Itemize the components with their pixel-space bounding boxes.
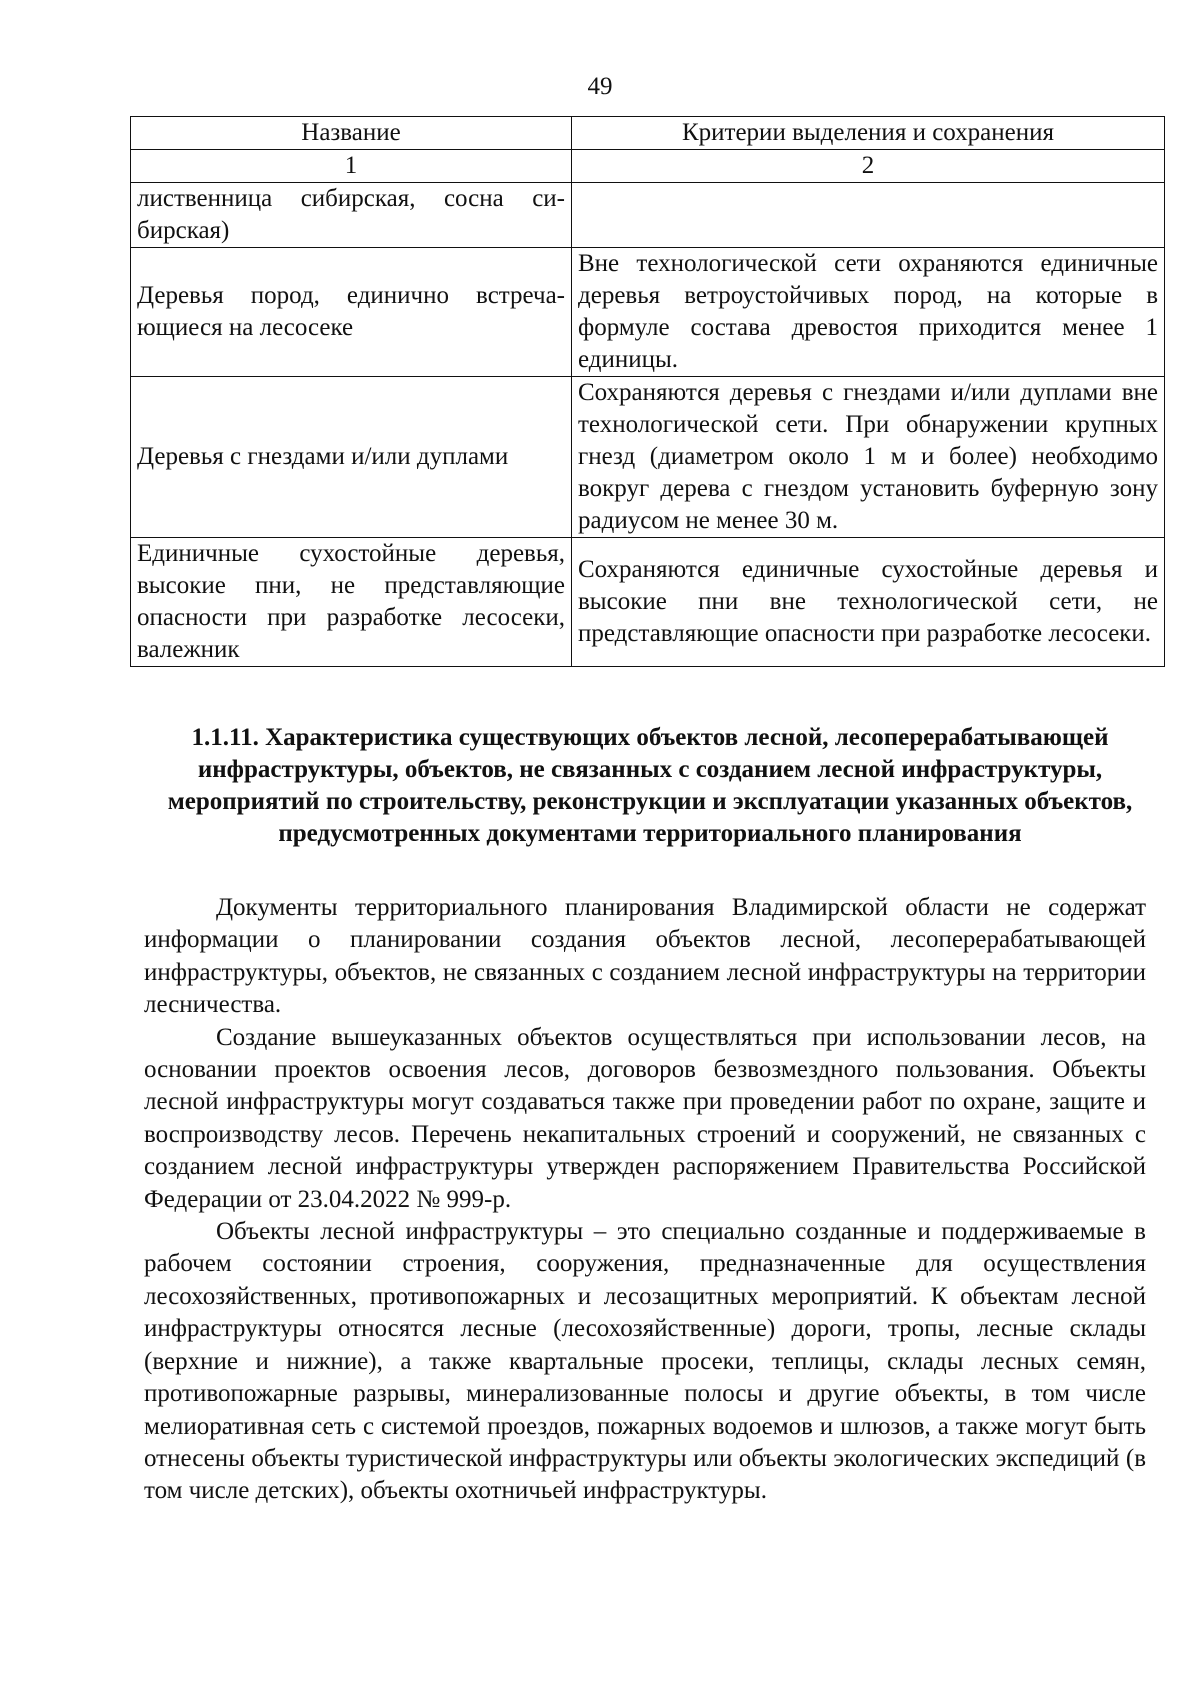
section-heading: 1.1.11. Характеристика существующих объектов лесной, лесоперерабатывающей инфраструктуры, объектов, не связанных с созданием лесной инфраструктуры, мероприятий по строительству, реконструкции и эксплуатации указанных объектов, предусмотренных документами территориального планирования <box>167 724 1133 847</box>
paragraph: Создание вышеуказанных объектов осуществляться при использовании лесов, на основании проектов освоения лесов, договоров безвозмездного пользования. Объекты лесной инфраструктуры могут создаваться также при проведении работ по охране, защите и воспроизводству лесов. Перечень некапитальных строений и сооружений, не связанных с созданием лесной инфраструктуры утвержден распоряжением Правительства Российской Федерации от 23.04.2022 № 999-р. <box>144 1023 1146 1213</box>
table-row <box>131 248 1165 377</box>
row-criteria-cell <box>572 183 1165 248</box>
row-name-cell: лиственница сибирская, сосна сибирская) <box>131 183 572 248</box>
row-name-cell: Деревья с гнездами и/или дуплами <box>131 377 572 538</box>
section-body <box>144 892 1146 1508</box>
row-criteria-cell: Сохраняются деревья с гнездами и/или дуплами вне технологической сети. При обнаружении крупных гнезд (диаметром около 1 м и более) необходимо вокруг дерева с гнездом установить буферную зону радиусом не менее 30 м. <box>572 377 1165 538</box>
table-row <box>131 538 1165 667</box>
table-header-row <box>131 117 1165 150</box>
column-number-row <box>131 150 1165 183</box>
row-name-cell: Деревья пород, единично встречающиеся на лесосеке <box>131 248 572 377</box>
table-row <box>131 377 1165 538</box>
column-number-1: 1 <box>131 150 572 183</box>
row-criteria-cell: Вне технологической сети охраняются единичные деревья ветроустойчивых пород, на которые в формуле состава древостоя приходится менее 1 единицы. <box>572 248 1165 377</box>
paragraph: Объекты лесной инфраструктуры – это специально созданные и поддерживаемые в рабочем состоянии строения, сооружения, предназначенные для осуществления лесохозяйственных, противопожарных и лесозащитных мероприятий. К объектам лесной инфраструктуры относятся лесные (лесохозяйственные) дороги, тропы, лесные склады (верхние и нижние), а также квартальные просеки, теплицы, склады лесных семян, противопожарные разрывы, минерализованные полосы и другие объекты, в том числе мелиоративная сеть с системой проездов, пожарных водоемов и шлюзов, а также могут быть отнесены объекты туристической инфраструктуры или объекты экологических экспедиций (в том числе детских), объекты охотничьей инфраструктуры. <box>144 1218 1146 1505</box>
column-header-criteria: Критерии выделения и сохранения <box>572 117 1165 150</box>
table-row <box>131 183 1165 248</box>
row-name-cell: Единичные сухостойные деревья, высокие пни, не представляющие опасности при разработке лесосеки, валежник <box>131 538 572 667</box>
row-criteria-cell: Сохраняются единичные сухостойные деревья и высокие пни вне технологической сети, не представляющие опасности при разработке лесосеки. <box>572 538 1165 667</box>
paragraph: Документы территориального планирования Владимирской области не содержат информации о планировании создания объектов лесной, лесоперерабатывающей инфраструктуры, объектов, не связанных с созданием лесной инфраструктуры на территории лесничества. <box>144 894 1146 1019</box>
column-header-name: Название <box>131 117 572 150</box>
page-number: 49 <box>587 73 613 100</box>
column-number-2: 2 <box>572 150 1165 183</box>
criteria-table <box>130 116 1165 667</box>
